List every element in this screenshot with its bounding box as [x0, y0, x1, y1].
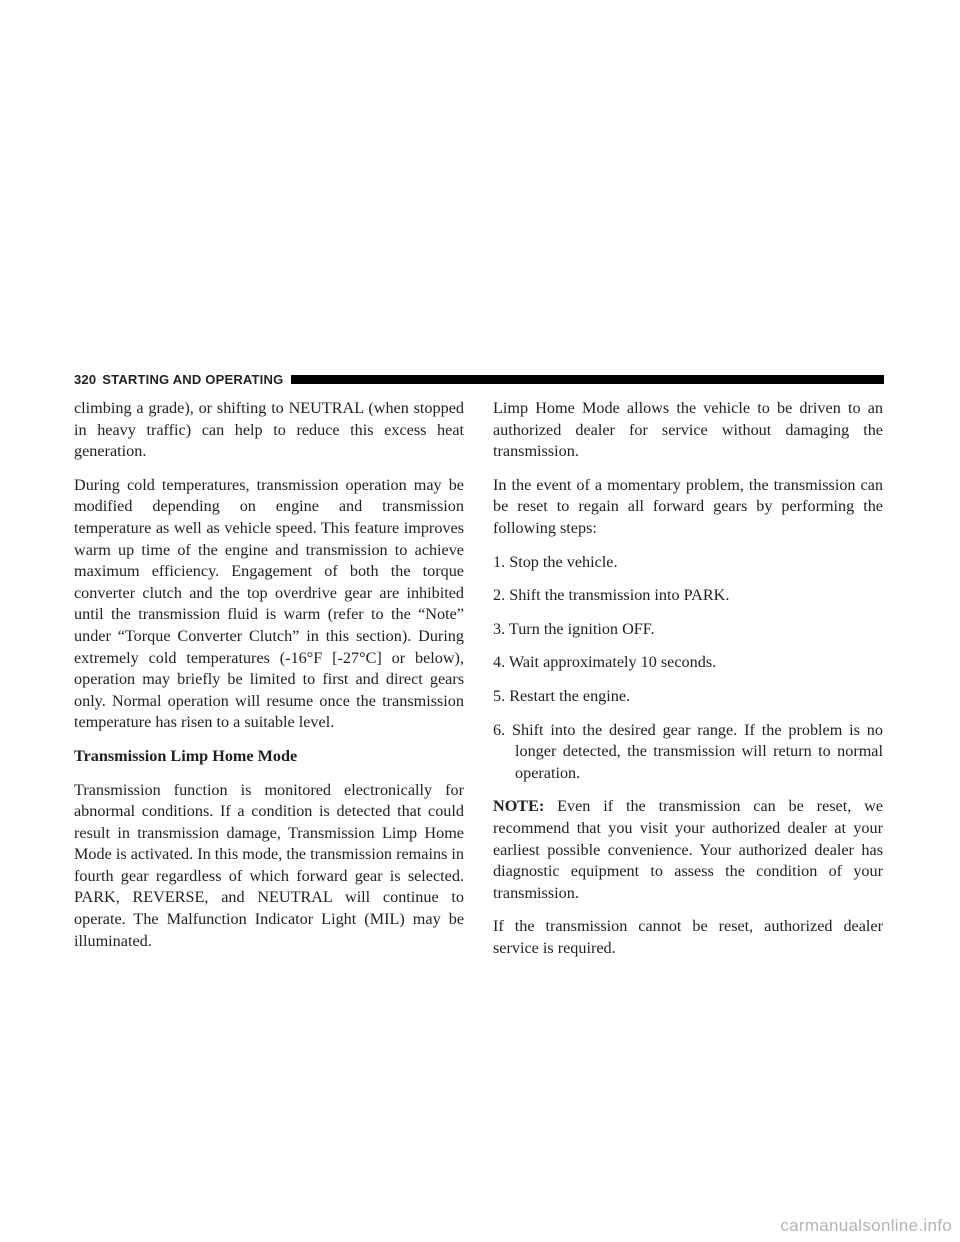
page-number: 320 — [74, 371, 97, 387]
subheading-limp-home-mode: Transmission Limp Home Mode — [74, 746, 298, 765]
list-item: 6. Shift into the desired gear range. If the problem is no longer detected, the transmission will return to normal operation. — [493, 720, 883, 782]
section-title: STARTING AND OPERATING — [102, 371, 284, 387]
note-label: NOTE: — [493, 797, 545, 816]
paragraph-service-required: If the transmission cannot be reset, authorized dealer service is required. — [493, 917, 883, 957]
paragraph-limp-home-description: Transmission function is monitored electronically for abnormal conditions. If a condition is detected that could result in transmission damage, Transmission Limp Home Mode is activated. In this mode, the transmission remains in fourth gear regardless of which forward gear is selected. PARK, REVERSE, and NEUTRAL will continue to operate. The Malfunction Indicator Light (MIL) may be illuminated. — [74, 780, 464, 950]
left-column — [74, 398, 464, 964]
page-header — [74, 368, 884, 390]
list-item: 1. Stop the vehicle. — [493, 552, 618, 571]
paragraph-heat-generation: climbing a grade), or shifting to NEUTRAL (when stopped in heavy traffic) can help to reduce this excess heat generation. — [74, 399, 464, 461]
watermark-link[interactable]: carmanualsonline.info — [780, 1216, 952, 1235]
list-item: 2. Shift the transmission into PARK. — [493, 586, 730, 605]
list-item: 5. Restart the engine. — [493, 686, 631, 705]
paragraph-limp-home-purpose: Limp Home Mode allows the vehicle to be driven to an authorized dealer for service without damaging the transmission. — [493, 399, 883, 461]
paragraph-cold-temperatures: During cold temperatures, transmission operation may be modified depending on engine and transmission temperature as well as vehicle speed. This feature improves warm up time of the engine and transmission to achieve maximum efficiency. Engagement of both the torque converter clutch and the top overdrive gear are inhibited until the transmission fluid is warm (refer to the “Note” under “Torque Converter Clutch” in this section). During extremely cold temperatures (-16°F [-27°C] or below), operation may briefly be limited to first and direct gears only. Normal operation will resume once the transmission temperature has risen to a suitable level. — [74, 475, 464, 732]
list-item: 4. Wait approximately 10 seconds. — [493, 653, 717, 672]
note-text: Even if the transmission can be reset, we recommend that you visit your authorized dealer at your earliest possible convenience. Your authorized dealer has diagnostic equipment to assess the condition of your transmission. — [493, 797, 883, 902]
right-column — [493, 398, 883, 971]
note-paragraph — [493, 796, 883, 904]
list-item: 3. Turn the ignition OFF. — [493, 619, 655, 638]
paragraph-reset-intro: In the event of a momentary problem, the transmission can be reset to regain all forward gears by performing the following steps: — [493, 475, 883, 537]
header-rule — [291, 375, 884, 384]
